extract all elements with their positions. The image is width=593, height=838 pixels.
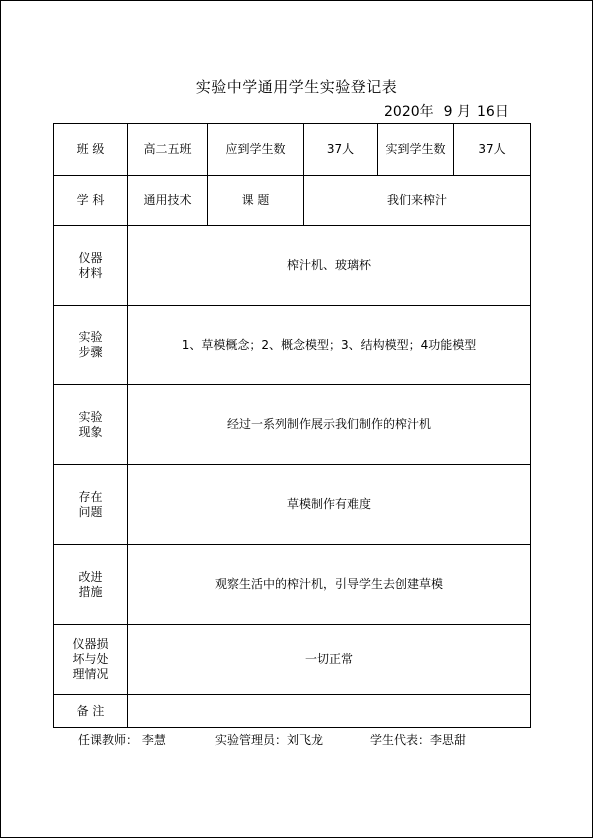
remarks-content [128,695,531,728]
date-year: 2020年 [384,104,434,120]
topic-value: 我们来榨汁 [304,176,531,226]
table-row-remarks [54,695,531,728]
experiment-steps-label [54,306,128,385]
experiment-phenomena-label [54,385,128,465]
expected-students-label: 应到学生数 [208,124,304,176]
subject-label: 学 科 [54,176,128,226]
remarks-label: 备 注 [54,695,128,728]
improvement-measures-content: 观察生活中的榨汁机，引导学生去创建草模 [128,545,531,625]
experiment-steps-content: 1、草模概念；2、概念模型；3、结构模型；4功能模型 [128,306,531,385]
table-row-section [54,306,531,385]
registration-table [53,123,531,728]
table-row-subject [54,176,531,226]
equipment-damage-content: 一切正常 [128,625,531,695]
teacher-signature: 任课教师： 李慧 [78,733,166,747]
class-value: 高二五班 [128,124,208,176]
lab-manager-signature: 实验管理员：刘飞龙 [215,733,324,747]
equipment-damage-label [54,625,128,695]
subject-value: 通用技术 [128,176,208,226]
date-day: 16日 [477,104,509,120]
class-label: 班 级 [54,124,128,176]
experiment-phenomena-content: 经过一系列制作展示我们制作的榨汁机 [128,385,531,465]
date-month: 9 月 [443,104,471,120]
table-row-section [54,465,531,545]
student-representative-signature: 学生代表：李思甜 [370,733,467,747]
section-label-text: 仪器损坏与处理情况 [72,637,109,681]
section-label-text: 存在问题 [78,489,103,519]
table-row-section [54,625,531,695]
table-row-section [54,545,531,625]
table-row-section [54,385,531,465]
actual-students-value: 37人 [454,124,531,176]
actual-students-label: 实到学生数 [378,124,454,176]
improvement-measures-label [54,545,128,625]
section-label-text: 实验步骤 [78,330,103,359]
table-row-section [54,226,531,306]
equipment-materials-content: 榨汁机、玻璃杯 [128,226,531,306]
table-row-class [54,124,531,176]
date-line [384,101,509,121]
section-label-text: 仪器材料 [78,250,103,280]
existing-problems-content: 草模制作有难度 [128,465,531,545]
expected-students-value: 37人 [304,124,378,176]
equipment-materials-label [54,226,128,306]
topic-label: 课 题 [208,176,304,226]
existing-problems-label [54,465,128,545]
section-label-text: 实验现象 [78,409,103,439]
section-label-text: 改进措施 [78,569,103,599]
form-title: 实验中学通用学生实验登记表 [195,78,398,96]
